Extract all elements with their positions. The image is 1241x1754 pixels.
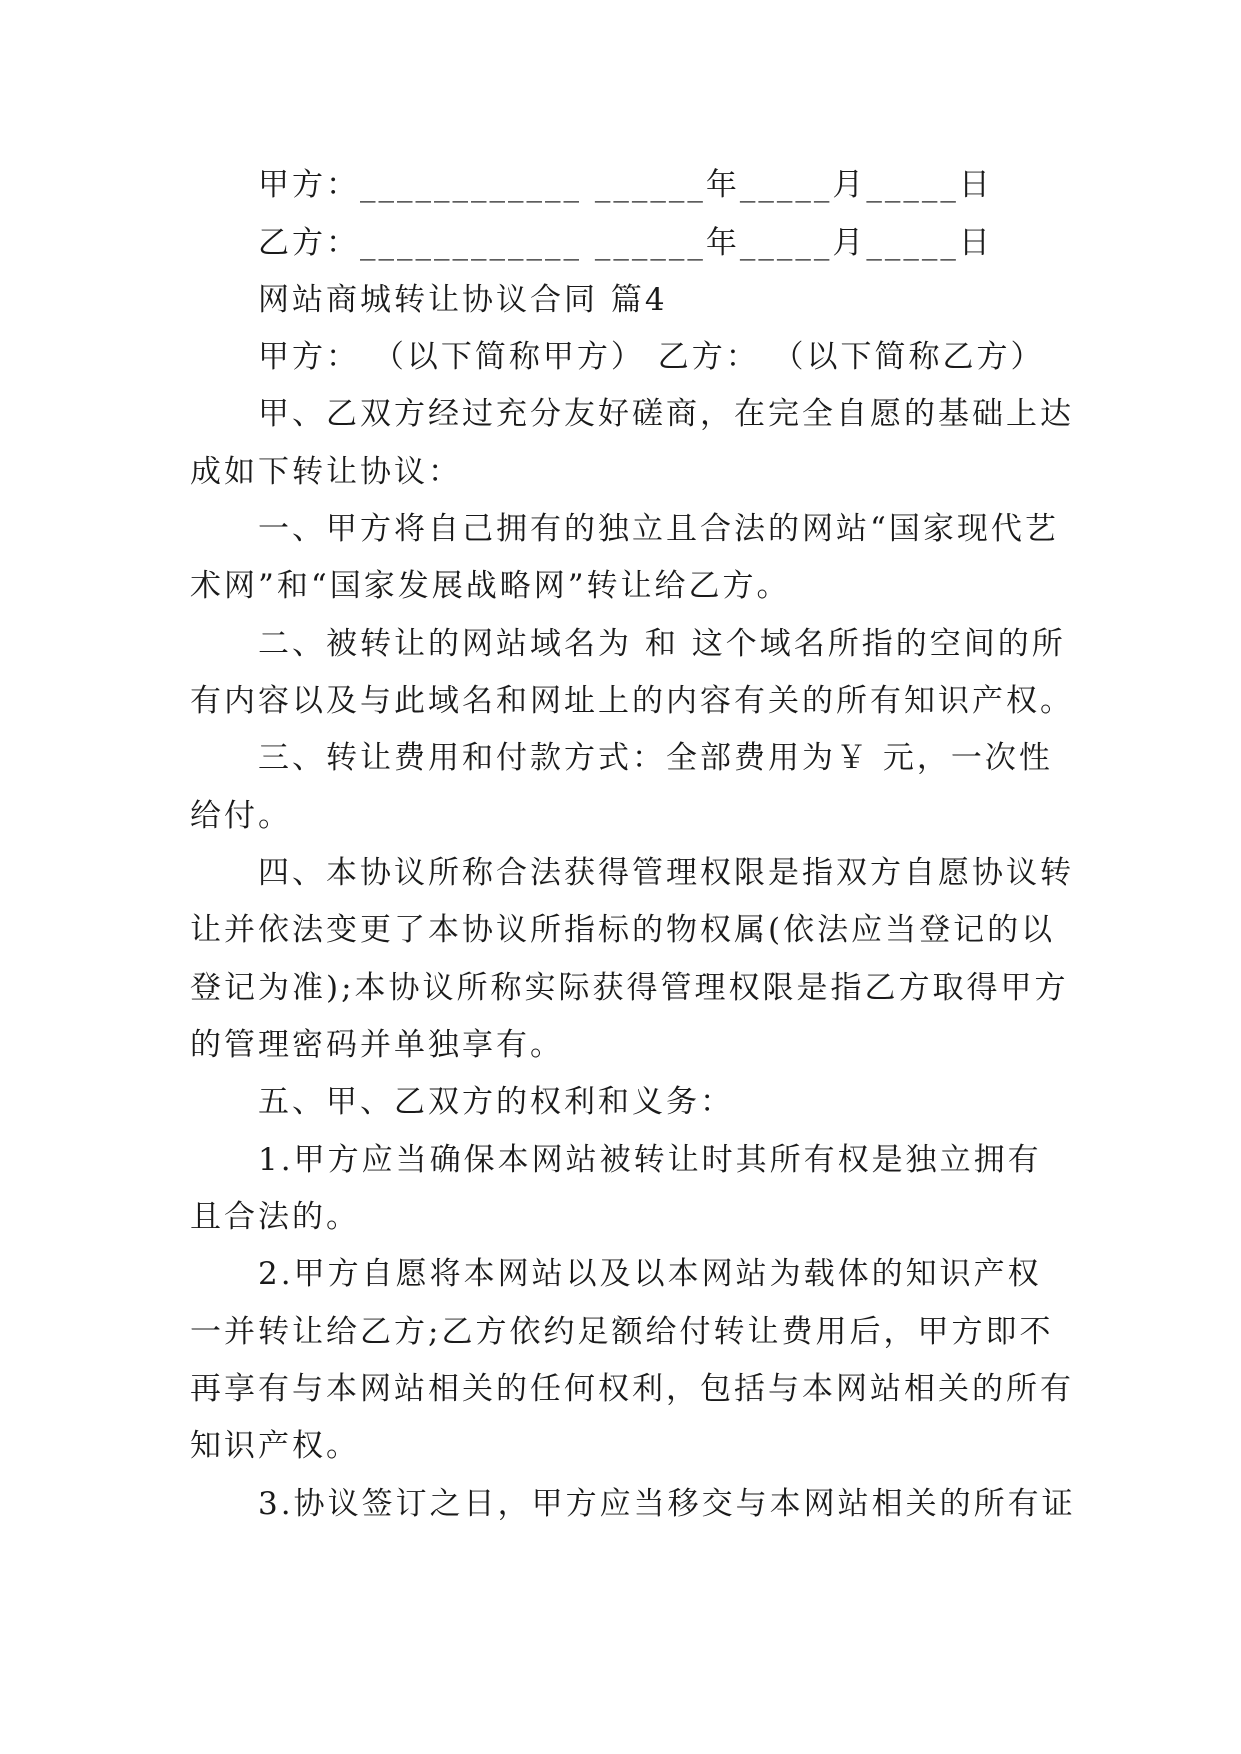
paragraph-line: 给付。 — [190, 798, 292, 834]
paragraph-line: 且合法的。 — [190, 1199, 360, 1235]
parties-line: 甲方： （以下简称甲方） 乙方： （以下简称乙方） — [258, 339, 1045, 375]
paragraph-line: 登记为准);本协议所称实际获得管理权限是指乙方取得甲方 — [190, 970, 1069, 1006]
paragraph-line: 一并转让给乙方;乙方依约足额给付转让费用后，甲方即不 — [190, 1314, 1054, 1350]
paragraph-line: 二、被转让的网站域名为 和 这个域名所指的空间的所 — [258, 626, 1066, 662]
party-b-signature-line: 乙方：____________ ______年_____月_____日 — [258, 225, 993, 261]
section-title: 网站商城转让协议合同 篇4 — [258, 282, 668, 318]
paragraph-line: 有内容以及与此域名和网址上的内容有关的所有知识产权。 — [190, 683, 1074, 719]
paragraph-line: 2.甲方自愿将本网站以及以本网站为载体的知识产权 — [258, 1256, 1042, 1292]
paragraph-line: 四、本协议所称合法获得管理权限是指双方自愿协议转 — [258, 855, 1074, 891]
paragraph-line: 一、甲方将自己拥有的独立且合法的网站“国家现代艺 — [258, 511, 1059, 547]
paragraph-line: 三、转让费用和付款方式：全部费用为￥ 元，一次性 — [258, 740, 1053, 776]
paragraph-line: 再享有与本网站相关的任何权利，包括与本网站相关的所有 — [190, 1371, 1074, 1407]
paragraph-line: 3.协议签订之日，甲方应当移交与本网站相关的所有证 — [258, 1486, 1076, 1522]
paragraph-line: 让并依法变更了本协议所指标的物权属(依法应当登记的以 — [190, 912, 1056, 948]
paragraph-line: 的管理密码并单独享有。 — [190, 1027, 564, 1063]
paragraph-line: 知识产权。 — [190, 1428, 360, 1464]
party-a-signature-line: 甲方：____________ ______年_____月_____日 — [258, 167, 993, 203]
paragraph-line: 成如下转让协议： — [190, 454, 462, 490]
paragraph-line: 术网”和“国家发展战略网”转让给乙方。 — [190, 568, 791, 604]
paragraph-line: 五、甲、乙双方的权利和义务： — [258, 1084, 734, 1120]
paragraph-line: 1.甲方应当确保本网站被转让时其所有权是独立拥有 — [258, 1142, 1042, 1178]
paragraph-line: 甲、乙双方经过充分友好磋商，在完全自愿的基础上达 — [258, 396, 1074, 432]
